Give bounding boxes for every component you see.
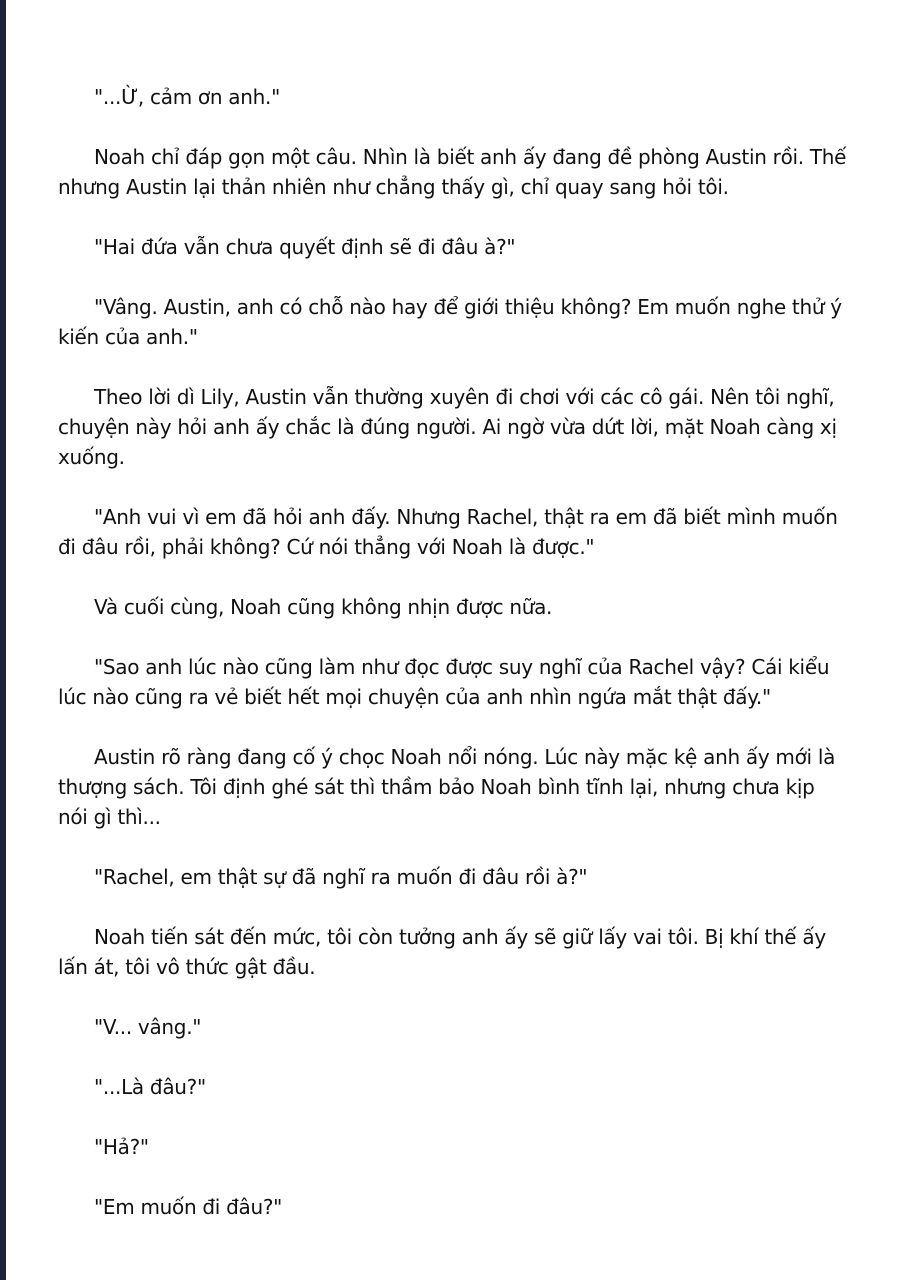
paragraph: "Em muốn đi đâu?" (94, 1195, 283, 1219)
story-text (58, 82, 848, 1222)
paragraph: "Sao anh lúc nào cũng làm như đọc được suy nghĩ của Rachel vậy? Cái kiểu lúc nào cũng ra vẻ biết hết mọi chuyện của anh nhìn ngứa mắt thật đấy." (58, 655, 830, 709)
paragraph: "V... vâng." (94, 1015, 202, 1039)
paragraph: "Rachel, em thật sự đã nghĩ ra muốn đi đâu rồi à?" (94, 865, 588, 889)
paragraph: "Hai đứa vẫn chưa quyết định sẽ đi đâu à?" (94, 235, 516, 259)
paragraph: Austin rõ ràng đang cố ý chọc Noah nổi nóng. Lúc này mặc kệ anh ấy mới là thượng sách. Tôi định ghé sát thì thầm bảo Noah bình tĩnh lại, nhưng chưa kịp nói gì thì... (58, 745, 836, 829)
paragraph: Noah tiến sát đến mức, tôi còn tưởng anh ấy sẽ giữ lấy vai tôi. Bị khí thế ấy lấn át, tôi vô thức gật đầu. (58, 925, 826, 979)
paragraph: "Anh vui vì em đã hỏi anh đấy. Nhưng Rachel, thật ra em đã biết mình muốn đi đâu rồi, phải không? Cứ nói thẳng với Noah là được." (58, 505, 838, 559)
paragraph: Theo lời dì Lily, Austin vẫn thường xuyên đi chơi với các cô gái. Nên tôi nghĩ, chuyện này hỏi anh ấy chắc là đúng người. Ai ngờ vừa dứt lời, mặt Noah càng xị xuống. (58, 385, 837, 469)
paragraph: "...Là đâu?" (94, 1075, 206, 1099)
left-edge-strip (0, 0, 6, 1280)
paragraph: Noah chỉ đáp gọn một câu. Nhìn là biết anh ấy đang đề phòng Austin rồi. Thế nhưng Austin lại thản nhiên như chẳng thấy gì, chỉ quay sang hỏi tôi. (58, 145, 847, 199)
paragraph: "Vâng. Austin, anh có chỗ nào hay để giới thiệu không? Em muốn nghe thử ý kiến của anh." (58, 295, 842, 349)
paragraph: "Hả?" (94, 1135, 149, 1159)
paragraph: "...Ừ, cảm ơn anh." (94, 85, 280, 109)
paragraph: Và cuối cùng, Noah cũng không nhịn được nữa. (94, 595, 553, 619)
